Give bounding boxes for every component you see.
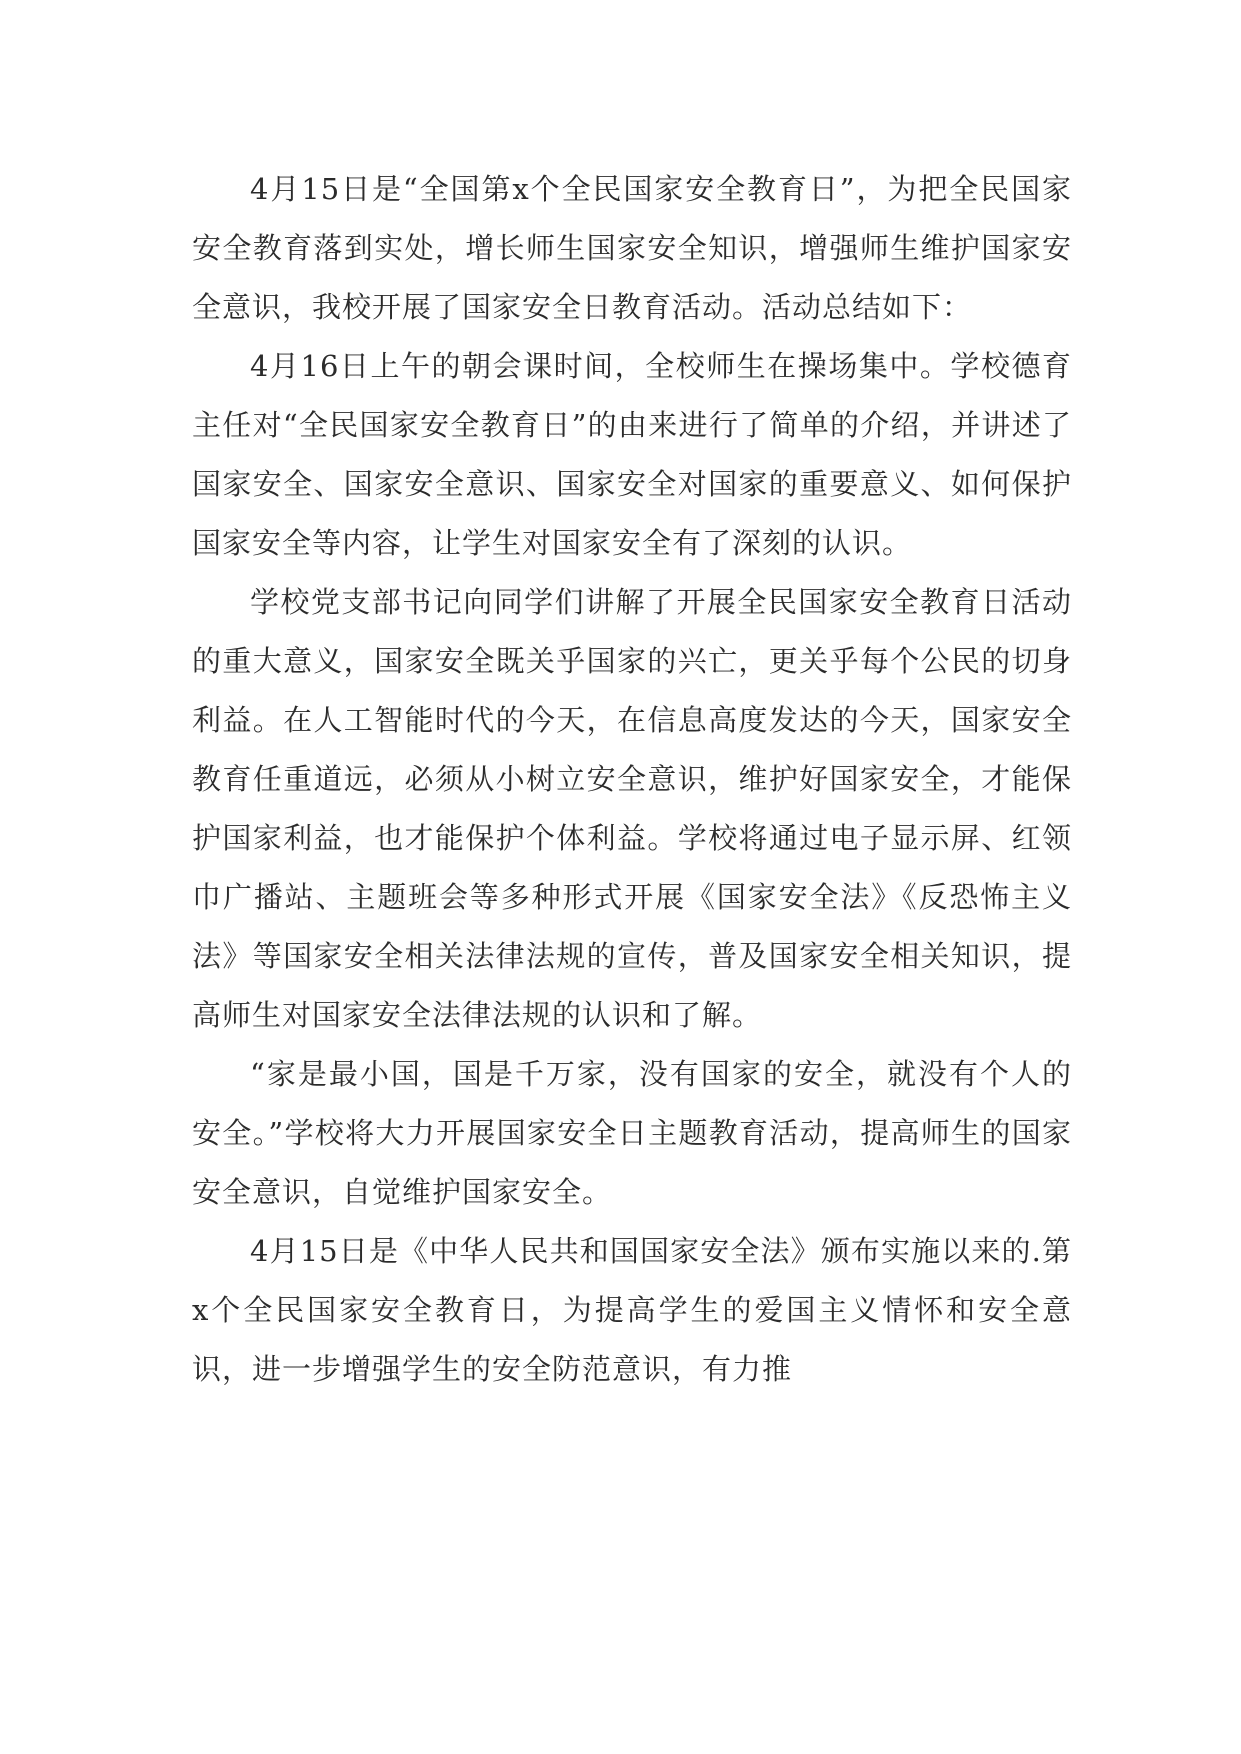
paragraph-quote: “家是最小国，国是千万家，没有国家的安全，就没有个人的安全。”学校将大力开展国家安全日主题教育活动，提高师生的国家安全意识，自觉维护国家安全。 [192, 1057, 1072, 1209]
paragraph-security-law: 4月15日是《中华人民共和国国家安全法》颁布实施以来的.第x个全民国家安全教育日，为提高学生的爱国主义情怀和安全意识，进一步增强学生的安全防范意识，有力推 [192, 1234, 1072, 1386]
paragraph-party-secretary: 学校党支部书记向同学们讲解了开展全民国家安全教育日活动的重大意义，国家安全既关乎国家的兴亡，更关乎每个公民的切身利益。在人工智能时代的今天，在信息高度发达的今天，国家安全教育任重道远，必须从小树立安全意识，维护好国家安全，才能保护国家利益，也才能保护个体利益。学校将通过电子显示屏、红领巾广播站、主题班会等多种形式开展《国家安全法》《反恐怖主义法》等国家安全相关法律法规的宣传，普及国家安全相关知识，提高师生对国家安全法律法规的认识和了解。 [192, 585, 1072, 1032]
paragraph-intro: 4月15日是“全国第x个全民国家安全教育日”，为把全民国家安全教育落到实处，增长师生国家安全知识，增强师生维护国家安全意识，我校开展了国家安全日教育活动。活动总结如下： [192, 172, 1072, 324]
document-body [192, 160, 1072, 1399]
paragraph-morning-assembly: 4月16日上午的朝会课时间，全校师生在操场集中。学校德育主任对“全民国家安全教育日”的由来进行了简单的介绍，并讲述了国家安全、国家安全意识、国家安全对国家的重要意义、如何保护国家安全等内容，让学生对国家安全有了深刻的认识。 [192, 349, 1072, 560]
